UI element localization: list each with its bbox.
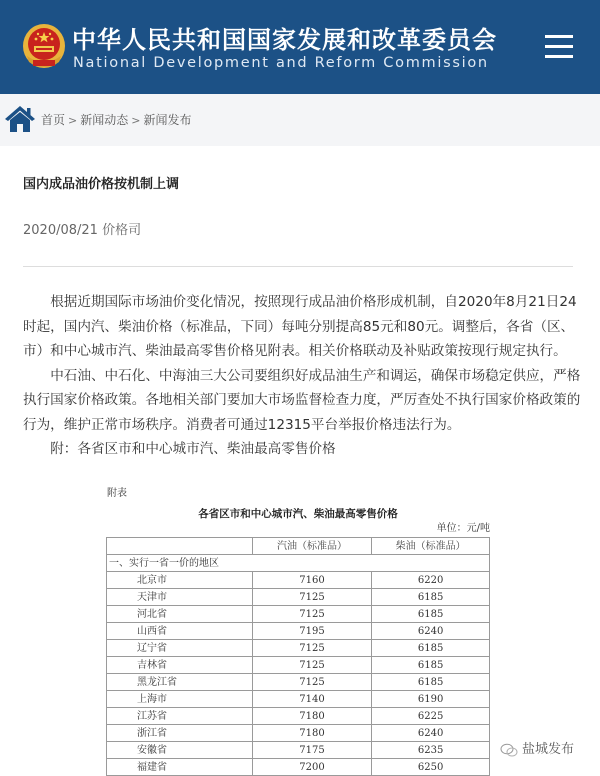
table-row <box>107 657 490 674</box>
gasoline-price-cell: 7180 <box>252 708 372 725</box>
table-unit: 单位：元/吨 <box>436 523 490 534</box>
attachment-label: 附表 <box>107 488 127 499</box>
section-label: 一、实行一省一价的地区 <box>107 555 490 572</box>
region-cell: 上海市 <box>107 691 253 708</box>
gasoline-price-cell: 7175 <box>252 742 372 759</box>
gasoline-price-cell: 7125 <box>252 589 372 606</box>
diesel-price-cell: 6225 <box>372 708 490 725</box>
table-section-row <box>107 555 490 572</box>
table-row <box>107 640 490 657</box>
diesel-price-cell: 6185 <box>372 606 490 623</box>
diesel-price-cell: 6240 <box>372 725 490 742</box>
price-table <box>106 537 490 776</box>
region-cell: 福建省 <box>107 759 253 776</box>
article-title: 国内成品油价格按机制上调 <box>23 177 180 192</box>
table-row <box>107 674 490 691</box>
home-icon[interactable] <box>5 105 35 133</box>
article-paragraph: 根据近期国际市场油价变化情况，按照现行成品油价格形成机制，自2020年8月21日24时起，国内汽、柴油价格（标准品，下同）每吨分别提高85元和80元。调整后，各省（区、市）和中心城市汽、柴油最高零售价格见附表。相关价格联动及补贴政策按现行规定执行。 <box>23 294 577 359</box>
region-cell: 辽宁省 <box>107 640 253 657</box>
gasoline-price-cell: 7125 <box>252 674 372 691</box>
menu-line-icon <box>545 35 573 38</box>
breadcrumb-separator: > <box>131 114 141 127</box>
diesel-price-cell: 6220 <box>372 572 490 589</box>
diesel-price-cell: 6185 <box>372 640 490 657</box>
gasoline-price-cell: 7125 <box>252 657 372 674</box>
table-row <box>107 742 490 759</box>
breadcrumb-news-link[interactable]: 新闻动态 <box>80 113 129 127</box>
column-header-region <box>107 538 253 555</box>
region-cell: 黑龙江省 <box>107 674 253 691</box>
watermark-text: 盐城发布 <box>522 742 575 757</box>
table-row <box>107 725 490 742</box>
table-row <box>107 623 490 640</box>
attachment-reference: 附：各省区市和中心城市汽、柴油最高零售价格 <box>50 441 336 457</box>
breadcrumb-home-link[interactable]: 首页 <box>41 113 66 127</box>
menu-line-icon <box>545 55 573 58</box>
site-title-english: National Development and Reform Commission <box>73 55 489 71</box>
region-cell: 河北省 <box>107 606 253 623</box>
region-cell: 山西省 <box>107 623 253 640</box>
column-header-diesel: 柴油（标准品） <box>372 538 490 555</box>
national-emblem-icon[interactable] <box>21 22 67 72</box>
gasoline-price-cell: 7140 <box>252 691 372 708</box>
region-cell: 北京市 <box>107 572 253 589</box>
table-row <box>107 572 490 589</box>
hamburger-menu-button[interactable] <box>543 34 575 60</box>
menu-line-icon <box>545 45 573 48</box>
article-source: 价格司 <box>102 223 142 238</box>
site-header <box>0 0 600 94</box>
article-meta <box>23 222 141 240</box>
region-cell: 安徽省 <box>107 742 253 759</box>
region-cell: 吉林省 <box>107 657 253 674</box>
diesel-price-cell: 6185 <box>372 657 490 674</box>
wechat-icon <box>500 743 518 757</box>
diesel-price-cell: 6240 <box>372 623 490 640</box>
gasoline-price-cell: 7160 <box>252 572 372 589</box>
site-title-chinese: 中华人民共和国国家发展和改革委员会 <box>72 26 497 54</box>
breadcrumb-press-release-link[interactable]: 新闻发布 <box>143 113 192 127</box>
article-date: 2020/08/21 <box>23 223 98 238</box>
article-paragraph: 中石油、中石化、中海油三大公司要组织好成品油生产和调运，确保市场稳定供应，严格执行国家价格政策。各地相关部门要加大市场监督检查力度，严厉查处不执行国家价格政策的行为，维护正常市场秩序。消费者可通过12315平台举报价格违法行为。 <box>23 367 581 433</box>
column-header-gasoline: 汽油（标准品） <box>252 538 372 555</box>
region-cell: 浙江省 <box>107 725 253 742</box>
diesel-price-cell: 6250 <box>372 759 490 776</box>
table-row <box>107 589 490 606</box>
gasoline-price-cell: 7125 <box>252 640 372 657</box>
table-row <box>107 606 490 623</box>
table-row <box>107 708 490 725</box>
region-cell: 江苏省 <box>107 708 253 725</box>
diesel-price-cell: 6185 <box>372 589 490 606</box>
article-body <box>23 290 583 462</box>
breadcrumb-bar <box>0 94 600 146</box>
diesel-price-cell: 6185 <box>372 674 490 691</box>
table-row <box>107 759 490 776</box>
region-cell: 天津市 <box>107 589 253 606</box>
table-header-row <box>107 538 490 555</box>
table-row <box>107 691 490 708</box>
breadcrumb <box>41 111 191 130</box>
table-title: 各省区市和中心城市汽、柴油最高零售价格 <box>198 508 398 520</box>
divider <box>23 266 573 267</box>
diesel-price-cell: 6235 <box>372 742 490 759</box>
watermark <box>500 741 574 760</box>
diesel-price-cell: 6190 <box>372 691 490 708</box>
gasoline-price-cell: 7200 <box>252 759 372 776</box>
gasoline-price-cell: 7125 <box>252 606 372 623</box>
gasoline-price-cell: 7180 <box>252 725 372 742</box>
breadcrumb-separator: > <box>68 114 78 127</box>
gasoline-price-cell: 7195 <box>252 623 372 640</box>
